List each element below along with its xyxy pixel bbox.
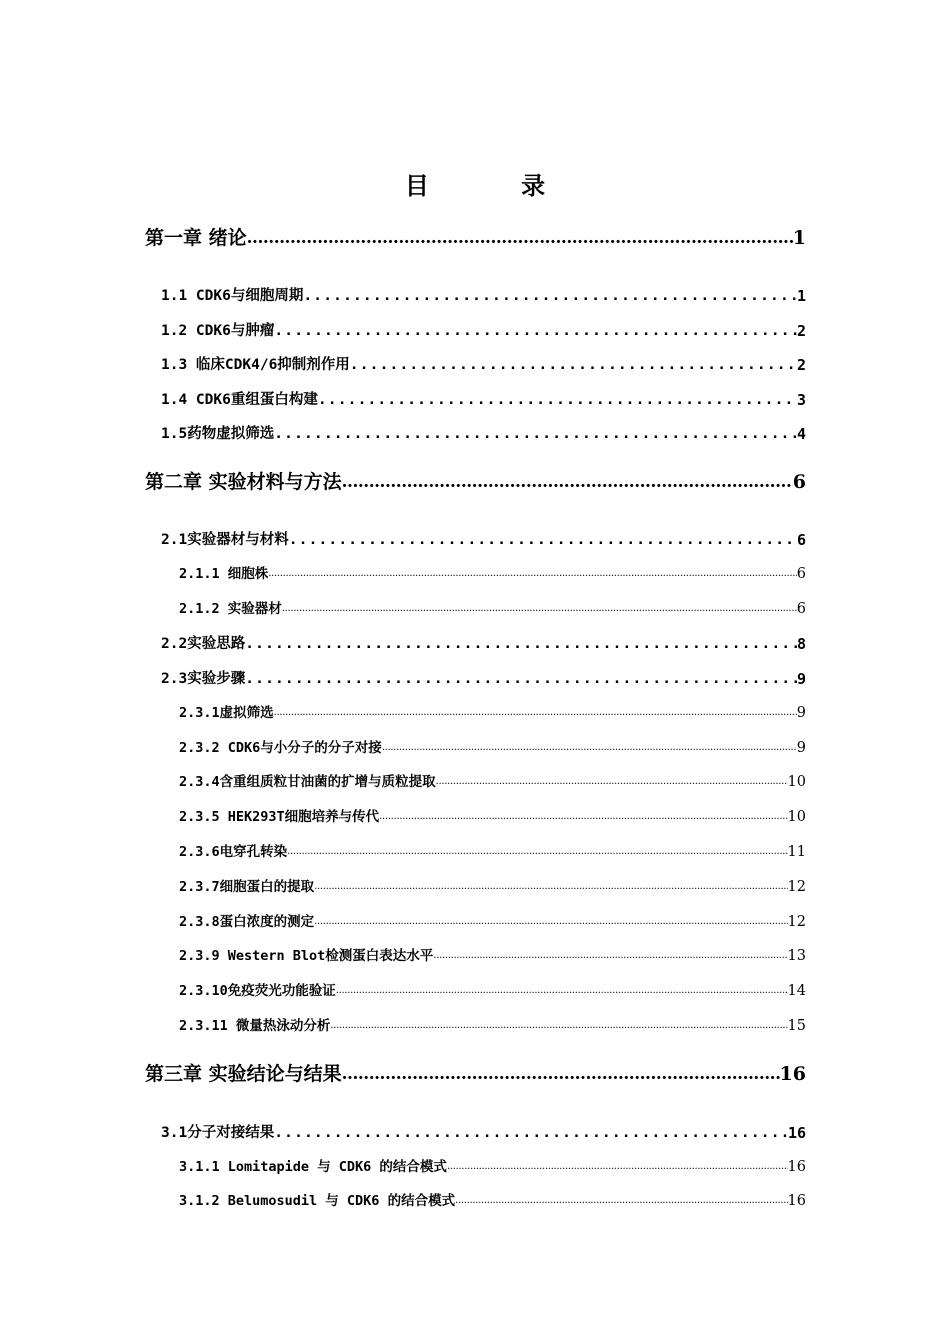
- dot-leader: [379, 806, 787, 828]
- toc-entry-page: 8: [796, 635, 806, 653]
- toc-entry-label: 2.3.10免疫荧光功能验证: [179, 983, 336, 999]
- toc-entry-label: 2.3实验步骤: [161, 671, 246, 687]
- toc-entry-page: 2: [796, 356, 806, 374]
- dot-leader: [289, 528, 797, 552]
- toc-entry-page: 2: [796, 322, 806, 340]
- dot-leader: [342, 467, 793, 497]
- toc-entry-label: 2.1.1 细胞株: [179, 566, 269, 582]
- toc-entry-label: 2.3.5 HEK293T细胞培养与传代: [179, 809, 380, 825]
- toc-entry-label: 第三章 实验结论与结果: [145, 1063, 342, 1085]
- toc-entry-1-4[interactable]: [161, 388, 806, 412]
- dot-leader: [342, 1059, 780, 1089]
- toc-entry-label: 3.1分子对接结果: [161, 1125, 275, 1141]
- toc-entry-page: 16: [787, 1193, 806, 1209]
- dot-leader: [330, 1015, 787, 1037]
- toc-entry-page: 16: [787, 1124, 806, 1142]
- toc-entry-page: 6: [796, 531, 806, 549]
- dot-leader: [314, 876, 787, 898]
- toc-entry-2-3-8[interactable]: [179, 911, 806, 933]
- toc-entry-page: 1: [792, 227, 806, 249]
- toc-entry-page: 4: [796, 425, 806, 443]
- toc-entry-1-5[interactable]: [161, 422, 806, 446]
- toc-entry-label: 1.1 CDK6与细胞周期: [161, 288, 304, 304]
- toc-entry-2-3-5[interactable]: [179, 806, 806, 828]
- toc-entry-label: 第一章 绪论: [145, 227, 247, 249]
- toc-entry-2-3-7[interactable]: [179, 876, 806, 898]
- dot-leader: [274, 1121, 788, 1145]
- toc-entry-label: 2.3.4含重组质粒甘油菌的扩增与质粒提取: [179, 774, 436, 790]
- toc-entry-2-1-2[interactable]: [179, 598, 806, 620]
- toc-entry-page: 9: [796, 670, 806, 688]
- dot-leader: [318, 388, 797, 412]
- toc-entry-label: 2.3.11 微量热泳动分析: [179, 1018, 331, 1034]
- toc-entry-page: 10: [787, 774, 806, 790]
- toc-entry-label: 1.4 CDK6重组蛋白构建: [161, 392, 318, 408]
- toc-entry-page: 16: [787, 1159, 806, 1175]
- toc-entry-page: 13: [787, 948, 806, 964]
- dot-leader: [433, 945, 787, 967]
- toc-entry-chapter-2[interactable]: [145, 467, 806, 497]
- toc-entry-2-3-11[interactable]: [179, 1015, 806, 1037]
- toc-entry-label: 2.3.2 CDK6与小分子的分子对接: [179, 740, 382, 756]
- toc-entry-3-1-2[interactable]: [179, 1190, 806, 1212]
- toc-entry-page: 1: [796, 287, 806, 305]
- toc-entry-2-3-9[interactable]: [179, 945, 806, 967]
- dot-leader: [268, 563, 796, 585]
- toc-entry-label: 3.1.1 Lomitapide 与 CDK6 的结合模式: [179, 1159, 447, 1175]
- toc-entry-2-1-1[interactable]: [179, 563, 806, 585]
- toc-entry-2-3-4[interactable]: [179, 771, 806, 793]
- toc-entry-2-3-1[interactable]: [179, 702, 806, 724]
- toc-entry-label: 1.3 临床CDK4/6抑制剂作用: [161, 357, 350, 373]
- toc-entry-label: 2.3.8蛋白浓度的测定: [179, 914, 315, 930]
- dot-leader: [455, 1190, 787, 1212]
- toc-entry-page: 16: [779, 1063, 806, 1085]
- dot-leader: [303, 284, 797, 308]
- dot-leader: [314, 911, 787, 933]
- dot-leader: [274, 422, 797, 446]
- toc-entry-label: 2.2实验思路: [161, 636, 246, 652]
- toc-entry-page: 9: [796, 705, 806, 721]
- toc-entry-label: 2.1实验器材与材料: [161, 532, 289, 548]
- toc-entry-page: 15: [787, 1018, 806, 1034]
- toc-entry-label: 2.3.9 Western Blot检测蛋白表达水平: [179, 948, 434, 964]
- toc-entry-label: 3.1.2 Belumosudil 与 CDK6 的结合模式: [179, 1193, 456, 1209]
- dot-leader: [436, 771, 788, 793]
- toc-entry-page: 9: [796, 740, 806, 756]
- toc-entry-2-3-10[interactable]: [179, 980, 806, 1002]
- toc-entry-label: 2.1.2 实验器材: [179, 601, 282, 617]
- toc-entry-3-1-1[interactable]: [179, 1156, 806, 1178]
- toc-entry-label: 第二章 实验材料与方法: [145, 471, 342, 493]
- toc-entry-2-3-2[interactable]: [179, 737, 806, 759]
- toc-entry-label: 1.2 CDK6与肿瘤: [161, 323, 275, 339]
- dot-leader: [287, 841, 787, 863]
- toc-entry-chapter-1[interactable]: [145, 223, 806, 253]
- toc-entry-2-3-6[interactable]: [179, 841, 806, 863]
- toc-entry-label: 2.3.1虚拟筛选: [179, 705, 274, 721]
- toc-entry-page: 12: [787, 914, 806, 930]
- dot-leader: [447, 1156, 788, 1178]
- dot-leader: [245, 632, 797, 656]
- toc-entry-1-2[interactable]: [161, 319, 806, 343]
- dot-leader: [350, 353, 797, 377]
- toc-entry-2-3[interactable]: [161, 667, 806, 691]
- dot-leader: [274, 319, 797, 343]
- toc-entry-page: 10: [787, 809, 806, 825]
- dot-leader: [247, 223, 793, 253]
- dot-leader: [336, 980, 788, 1002]
- toc-title: 目 录: [404, 172, 588, 200]
- toc-entry-page: 14: [787, 983, 806, 999]
- toc-entry-chapter-3[interactable]: [145, 1059, 806, 1089]
- toc-entry-page: 3: [796, 391, 806, 409]
- toc-entry-page: 6: [796, 566, 806, 582]
- toc-entry-page: 6: [796, 601, 806, 617]
- toc-entry-label: 1.5药物虚拟筛选: [161, 426, 275, 442]
- toc-entry-2-1[interactable]: [161, 528, 806, 552]
- dot-leader: [245, 667, 797, 691]
- toc-entry-2-2[interactable]: [161, 632, 806, 656]
- toc-entry-1-3[interactable]: [161, 353, 806, 377]
- dot-leader: [282, 598, 797, 620]
- toc-entry-label: 2.3.7细胞蛋白的提取: [179, 879, 315, 895]
- toc-entry-3-1[interactable]: [161, 1121, 806, 1145]
- toc-entry-page: 12: [787, 879, 806, 895]
- toc-entry-label: 2.3.6电穿孔转染: [179, 844, 288, 860]
- toc-entry-page: 6: [792, 471, 806, 493]
- dot-leader: [274, 702, 797, 724]
- dot-leader: [382, 737, 797, 759]
- toc-entry-1-1[interactable]: [161, 284, 806, 308]
- toc-entry-page: 11: [787, 844, 806, 860]
